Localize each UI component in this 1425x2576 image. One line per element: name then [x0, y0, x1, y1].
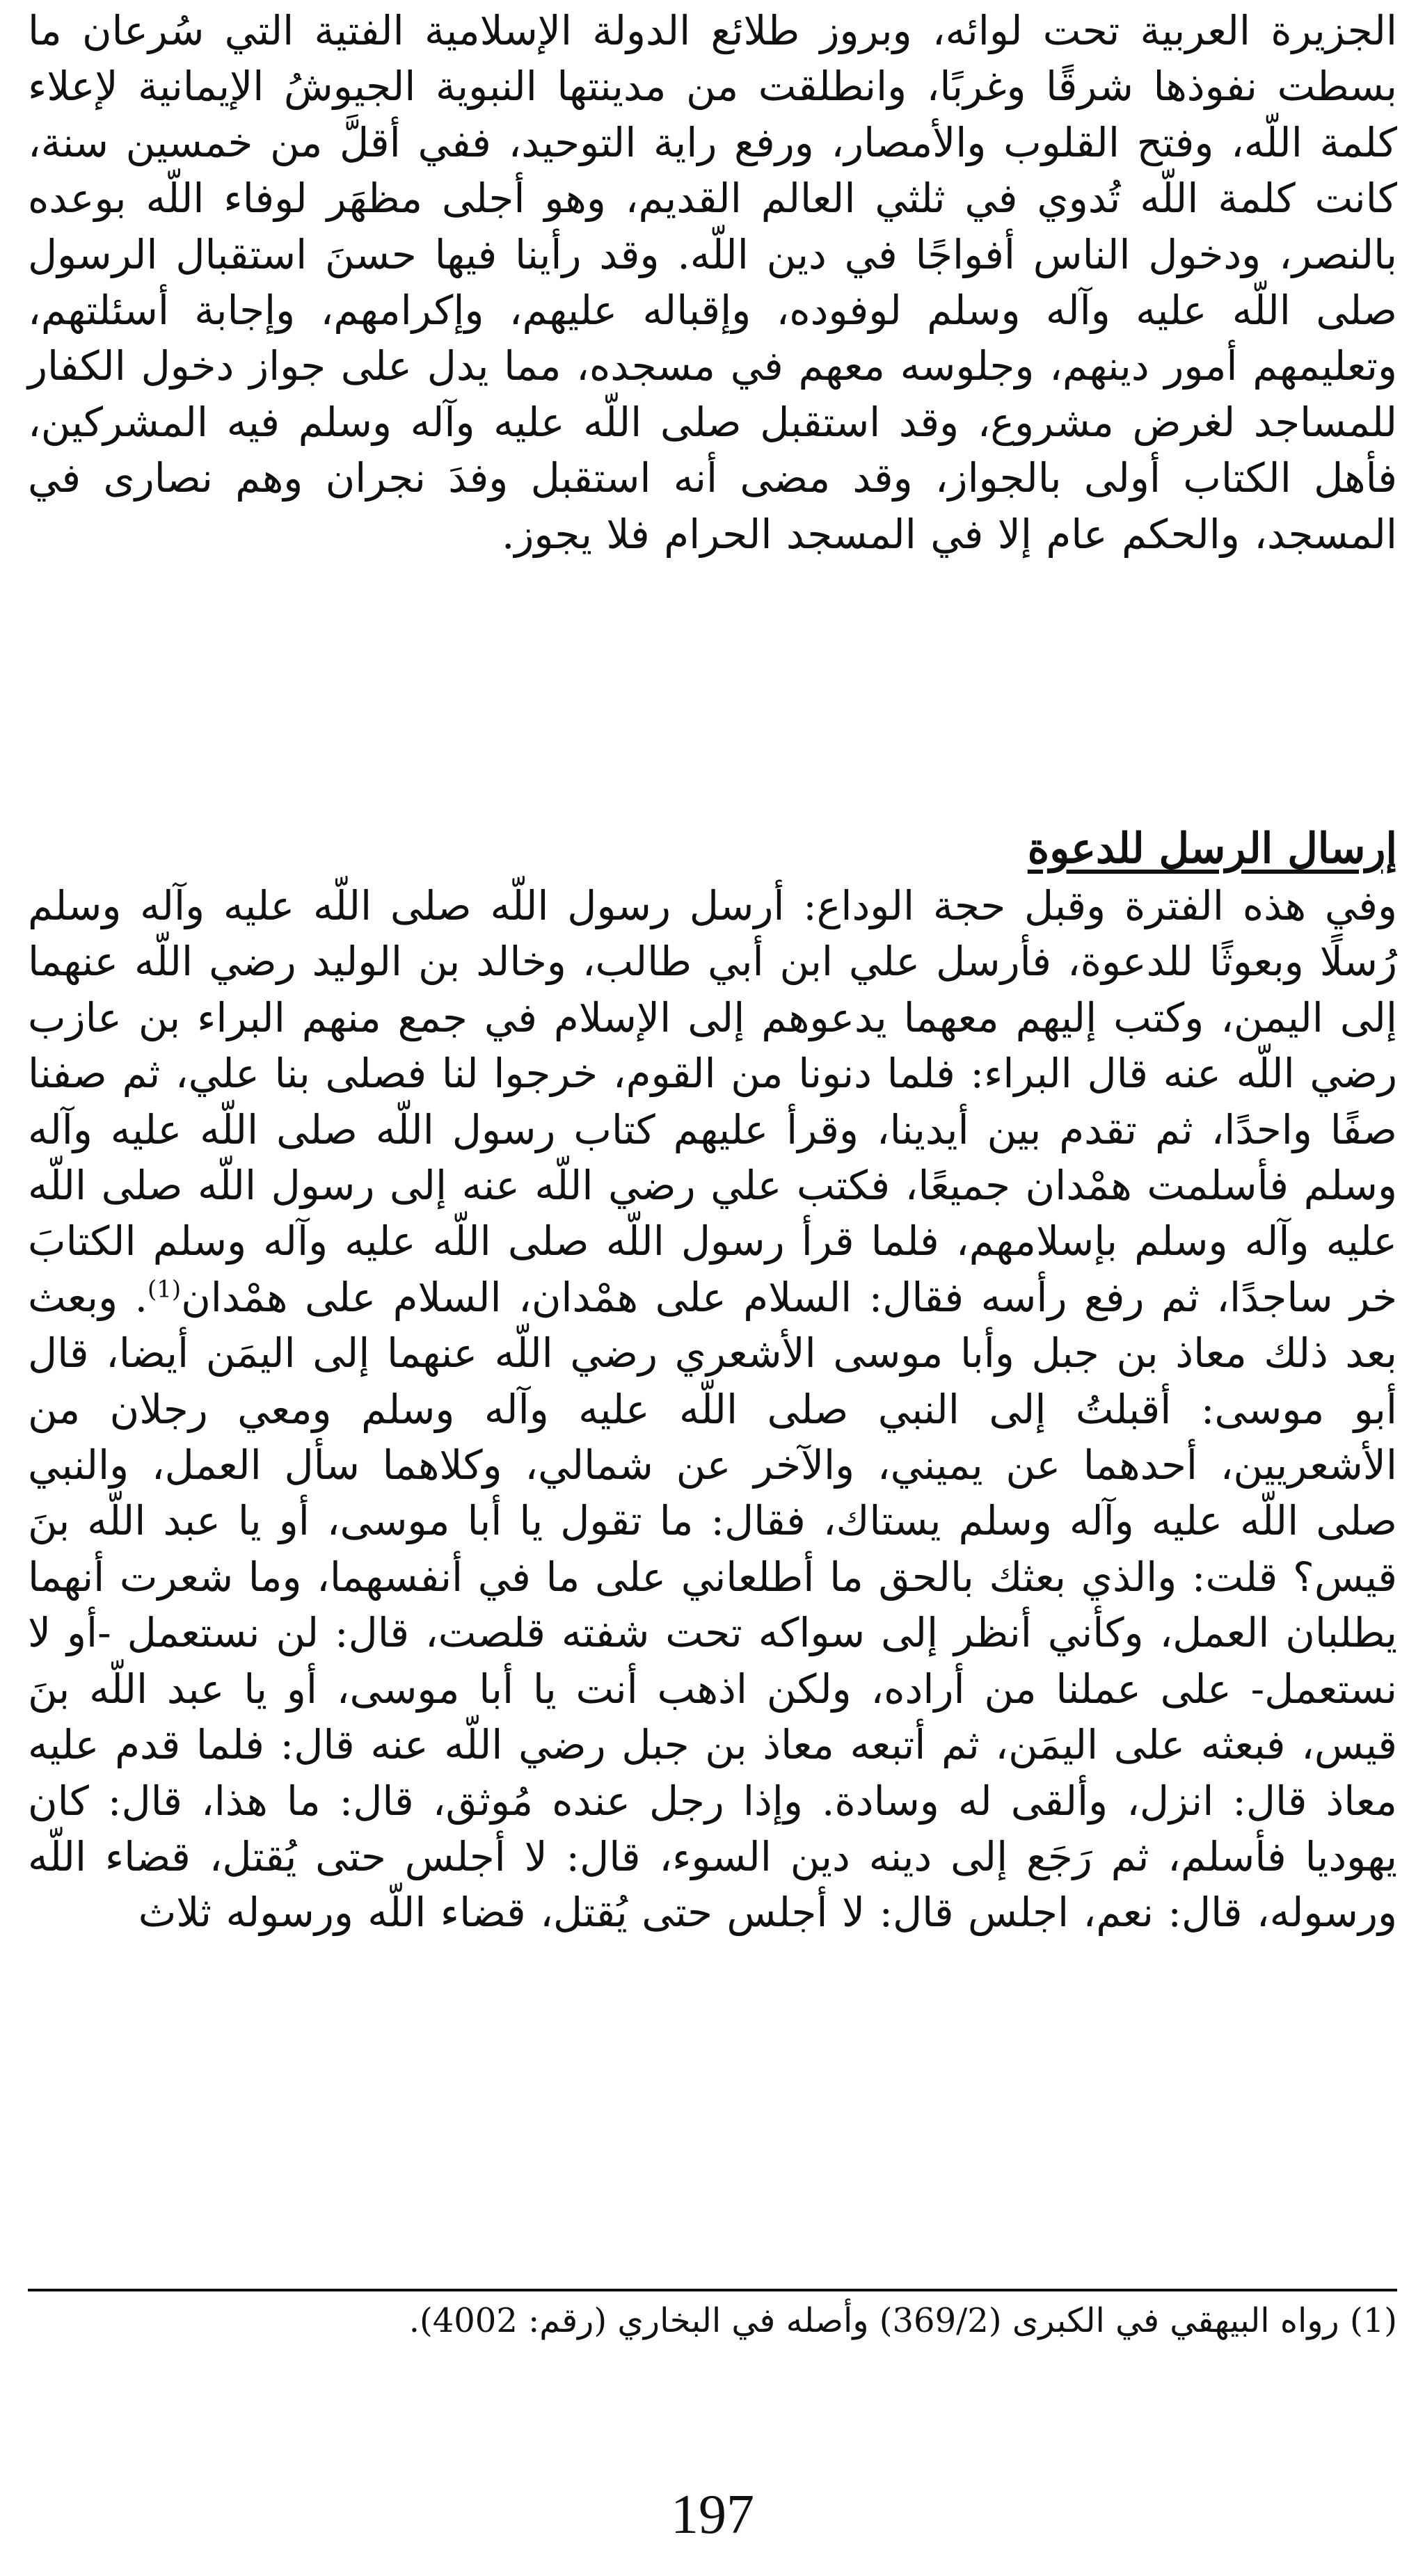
body-paragraph-1: الجزيرة العربية تحت لوائه، وبروز طلائع الدولة الإسلامية الفتية التي سُرعان ما بسطت نفوذها شرقًا وغربًا، وانطلقت من مدينتها النبوية الجيوشُ الإيمانية لإعلاء كلمة اللّه، وفتح القلوب والأمصار، ورفع راية التوحيد، ففي أقلَّ من خمسين سنة، كانت كلمة اللّه تُدوي في ثلثي العالم القديم، وهو أجلى مظهَر لوفاء اللّه بوعده بالنصر، ودخول الناس أفواجًا في دين اللّه. وقد رأينا فيها حسنَ استقبال الرسول صلى اللّه عليه وآله وسلم لوفوده، وإقباله عليهم، وإكرامهم، وإجابة أسئلتهم، وتعليمهم أمور دينهم، وجلوسه معهم في مسجده، مما يدل على جواز دخول الكفار للمساجد لغرض مشروع، وقد استقبل صلى اللّه عليه وآله وسلم فيه المشركين، فأهل الكتاب أولى بالجواز، وقد مضى أنه استقبل وفدَ نجران وهم نصارى في المسجد، والحكم عام إلا في المسجد الحرام فلا يجوز.: [28, 7, 1397, 558]
page-number: 197: [671, 2484, 754, 2545]
footnote-text: (1) رواه البيهقي في الكبرى (369/2) وأصله في البخاري (رقم: 4002).: [408, 2301, 1397, 2340]
paragraph-2-part-before-note: وفي هذه الفترة وقبل حجة الوداع: أرسل رسول اللّه صلى اللّه عليه وآله وسلم رُسلًا وبعوثًا للدعوة، فأرسل علي ابن أبي طالب، وخالد بن الوليد رضي اللّه عنهما إلى اليمن، وكتب إليهم معهما يدعوهم إلى الإسلام في جمع منهم البراء بن عازب رضي اللّه عنه قال البراء: فلما دنونا من القوم، خرجوا لنا فصلى بنا علي، ثم صفنا صفًا واحدًا، ثم تقدم بين أيدينا، وقرأ عليهم كتاب رسول اللّه صلى اللّه عليه وآله وسلم فأسلمت همْدان جميعًا، فكتب علي رضي اللّه عنه إلى رسول اللّه صلى اللّه عليه وآله وسلم بإسلامهم، فلما قرأ رسول اللّه صلى اللّه عليه وآله وسلم الكتابَ خر ساجدًا، ثم رفع رأسه فقال: السلام على همْدان، السلام على همْدان: [28, 882, 1397, 1321]
body-paragraph-2: [28, 878, 1397, 1941]
footnote-reference: (1): [148, 1275, 182, 1304]
book-page: [28, 0, 1397, 2576]
footnote-divider: [28, 2289, 1397, 2291]
section-heading: إرسال الرسل للدعوة: [1027, 824, 1397, 873]
paragraph-2-part-after-note: . وبعث بعد ذلك معاذ بن جبل وأبا موسى الأشعري رضي اللّه عنهما إلى اليمَن أيضا، قال أبو موسى: أقبلتُ إلى النبي صلى اللّه عليه وآله وسلم ومعي رجلان من الأشعريين، أحدهما عن يميني، والآخر عن شمالي، وكلاهما سأل العمل، والنبي صلى اللّه عليه وآله وسلم يستاك، فقال: ما تقول يا أبا موسى، أو يا عبد اللّه بنَ قيس؟ قلت: والذي بعثك بالحق ما أطلعاني على ما في أنفسهما، وما شعرت أنهما يطلبان العمل، وكأني أنظر إلى سواكه تحت شفته قلصت، قال: لن نستعمل -أو لا نستعمل- على عملنا من أراده، ولكن اذهب أنت يا أبا موسى، أو يا عبد اللّه بنَ قيس، فبعثه على اليمَن، ثم أتبعه معاذ بن جبل رضي اللّه عنه قال: فلما قدم عليه معاذ قال: انزل، وألقى له وسادة. وإذا رجل عنده مُوثق، قال: ما هذا، قال: كان يهوديا فأسلم، ثم رَجَع إلى دينه دين السوء، قال: لا أجلس حتى يُقتل، قضاء اللّه ورسوله، قال: نعم، اجلس قال: لا أجلس حتى يُقتل، قضاء اللّه ورسوله ثلاث: [28, 1273, 1397, 1937]
